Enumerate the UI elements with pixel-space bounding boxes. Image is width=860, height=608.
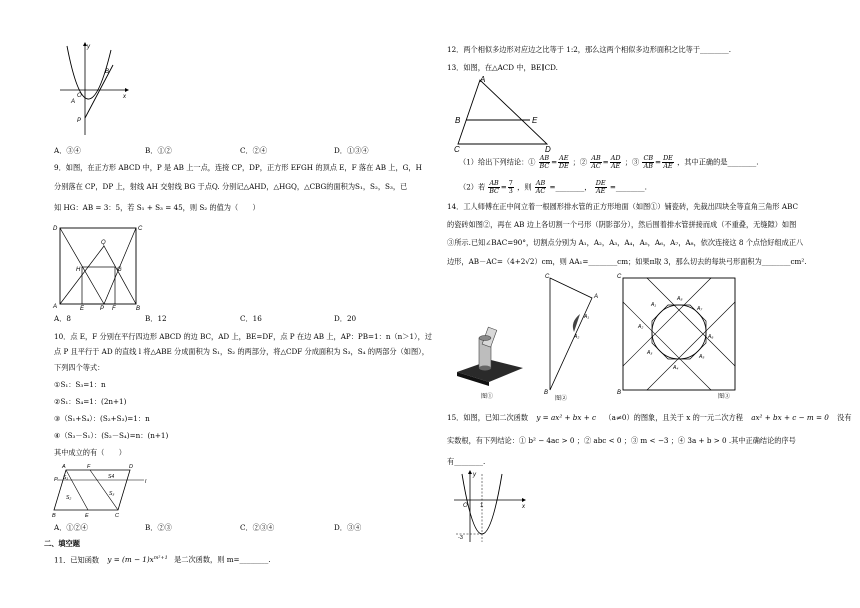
q9-label-h: H: [76, 267, 81, 273]
q13-label-c: C: [454, 145, 460, 154]
q15-label-one: 1: [480, 503, 484, 509]
q10-label-s2: S₂: [66, 495, 72, 501]
frac-num: 7: [508, 179, 513, 187]
frac-num: AE: [559, 154, 569, 162]
q13-fraction-de-ae: [662, 155, 674, 170]
q14-fig2-label-a2: A₂: [574, 334, 580, 340]
q13-sub2-eq: =________，: [549, 182, 592, 192]
q10-label-s1: S₁: [63, 475, 68, 481]
q9-line3: 知 HG：AB = 3：5，若 S₁ + S₃ = 45，则 S₂ 的值为（ ）: [54, 203, 260, 212]
frac-den: AC: [591, 162, 601, 171]
frac-den: AE: [595, 187, 606, 196]
q8-label-x: x: [123, 94, 126, 100]
q15-line1e: 没有: [837, 413, 852, 422]
q9-option-c: C．16: [240, 314, 262, 323]
q13-fraction-ad-ae: [610, 155, 622, 170]
q10-line3: 下列四个等式：: [54, 363, 105, 372]
q10-label-p: P: [54, 477, 58, 483]
q13-fraction-cb-ab: [642, 155, 654, 170]
q8-label-y: y: [87, 44, 90, 50]
q13-sub2-end: =________.: [609, 182, 647, 192]
q8-label-p: P: [77, 118, 82, 124]
frac-den: DE: [558, 162, 569, 171]
frac-num: AB: [591, 154, 601, 162]
q8-label-a: A: [71, 99, 76, 105]
q14-figure2-triangle: [540, 272, 605, 400]
q14-line4: 边形，AB－AC=（4+2√2）cm，则 AA₁=________cm；如果π取 3，那么切去的每块弓形面积为________cm².: [447, 257, 807, 266]
q12-line: 12．两个相似多边形对应边之比等于 1:2，那么这两个相似多边形面积之比等于________.: [447, 45, 732, 54]
q8-option-a: A．③④: [54, 146, 81, 155]
q15-line3: 有________.: [447, 457, 486, 466]
frac-num: AB: [539, 154, 550, 162]
q9-option-b: B．12: [145, 314, 167, 323]
q10-item-1: ①S₁：S₃=1：n: [54, 380, 106, 389]
q10-option-a: A．①②④: [54, 523, 88, 532]
q13-sub2: （2）若 $\frac{AB}{BC}$ = $\frac{7}{3}$ ，则 $\frac{AB}{AC}$ =________， $\frac{DE}{AE}$ =________.: [459, 179, 647, 196]
q13-fraction-ae-de: [558, 155, 569, 170]
frac-num: AD: [610, 154, 621, 162]
q10-label-l: l: [145, 479, 147, 485]
q14-fig2-label-a1: A₁: [584, 314, 589, 320]
q9-label-c: C: [138, 226, 143, 232]
q14-fig3-label-c: C: [617, 274, 622, 280]
q9-line2: 分别落在 CP，DP 上，射线 AH 交射线 BG 于点Q. 分别记△AHD，△HGQ，△CBG的面积为S₁，S₂，S₃，已: [54, 182, 408, 191]
q10-ask: 其中成立的有（ ）: [54, 448, 126, 457]
q11-before: 11．已知函数: [54, 555, 100, 565]
q10-option-c: C．②③④: [240, 523, 275, 532]
q11-exponent: m²+1: [153, 555, 168, 561]
q14-figure3-square: [615, 272, 743, 400]
q15-line1d: ax² + bx + c − m = 0: [751, 413, 829, 422]
frac-den: BC: [489, 187, 499, 196]
q13-fraction-ab-ac: [590, 155, 601, 170]
frac-num: CB: [643, 154, 654, 162]
q15-line1b: y = ax² + bx + c: [536, 413, 597, 422]
q13-sub1: （1）给出下列结论：① $\frac{AB}{BC}$ = $\frac{AE}{DE}$ ；② $\frac{AB}{AC}$ = $\frac{AD}{AE}$ ；③ $\frac{CB}{AB}$ = $\frac{DE}{AE}$ ，其中正确的是________.: [459, 154, 759, 171]
q10-item-2: ②S₁：S₄=1：(2n+1): [54, 397, 127, 406]
q9-option-d: D．20: [334, 314, 357, 323]
section-heading-fill-in: 二、填空题: [44, 539, 80, 548]
q10-line1: 10．点 E，F 分别在平行四边形 ABCD 的边 BC，AD 上，BE=DF，点 P 在边 AB 上，AP：PB=1：n（n＞1），过: [54, 332, 432, 341]
q10-label-s4: S4: [108, 474, 115, 480]
q14-fig3-label-a3: A₃: [647, 350, 653, 356]
q11-formula: y = (m − 1)x: [107, 555, 154, 565]
q10-label-f: F: [87, 464, 91, 470]
q9-label-d: D: [53, 226, 58, 232]
q10-item-3: ③（S₁+S₄）：(S₂+S₃)=1：n: [54, 414, 150, 423]
q13-fraction-7-3: [508, 180, 514, 195]
frac-num: DE: [595, 179, 606, 187]
q10-label-b: B: [52, 513, 56, 519]
q14-fig2-caption: 图②: [555, 396, 568, 402]
q13-sep3: ；③: [624, 157, 640, 167]
q13-sub1-suffix: ，其中正确的是________.: [677, 157, 759, 167]
q10-label-e: E: [85, 513, 89, 519]
q8-parabola-graph: [55, 40, 135, 140]
q15-parabola-graph: [452, 468, 532, 546]
q9-option-a: A．8: [54, 314, 71, 323]
q14-fig3-label-a4: A₄: [673, 365, 679, 371]
q15-label-neg3: -3: [458, 535, 463, 541]
q14-line1: 14．工人师傅在正中间立着一根圆形排水管的正方形地面（如图①）铺瓷砖，先裁出四块全等直角三角形 ABC: [447, 202, 798, 211]
q14-fig3-label-a1: A₁: [651, 302, 656, 308]
frac-den: BC: [539, 162, 550, 171]
frac-den: AE: [610, 162, 621, 171]
q9-label-a: A: [53, 304, 58, 310]
q10-label-c: C: [115, 513, 119, 519]
q10-item-4: ④（S₃－S₁）：(S₂－S₄)=n：(n+1): [54, 431, 169, 440]
q10-label-d: D: [129, 464, 133, 470]
q8-option-d: D．①③④: [334, 146, 369, 155]
q10-line2: 点 P 且平行于 AD 的直线 l 将△ABE 分成面积为 S₁，S₂ 的两部分，将△CDF 分成面积为 S₃，S₄ 的两部分（如图），: [54, 347, 429, 356]
q14-figure1-pipe: [455, 320, 525, 400]
q14-fig2-label-b: B: [544, 390, 549, 396]
frac-den: AC: [535, 187, 546, 196]
q9-label-e: E: [80, 306, 85, 312]
frac-den: 3: [508, 187, 513, 196]
q8-label-b: B: [105, 69, 110, 75]
q14-fig3-label-a7: A₇: [697, 306, 703, 312]
q15-label-o: O: [463, 503, 468, 509]
q14-fig3-label-a8: A₈: [677, 296, 683, 302]
q13-fraction-ab-bc-2: [488, 180, 499, 195]
q9-label-g: G: [117, 267, 122, 273]
frac-num: DE: [663, 154, 673, 162]
q14-fig2-label-c: C: [545, 274, 550, 280]
frac-den: AB: [643, 162, 653, 171]
q10-label-s3: S₃: [109, 491, 115, 497]
q9-label-b: B: [136, 306, 141, 312]
q13-sep2: ；②: [572, 157, 588, 167]
q11-after: 是二次函数，则 m=________.: [174, 555, 271, 565]
q9-line1: 9．如图，在正方形 ABCD 中，P 是 AB 上一点，连接 CP，DP，正方形 EFGH 的顶点 E，F 落在 AB 上，G，H: [54, 163, 422, 172]
q15-line1: [447, 414, 852, 422]
q15-label-x: x: [522, 504, 525, 510]
q11-line: [54, 556, 271, 565]
q13-triangle-figure: [452, 76, 562, 152]
q13-label-e: E: [532, 116, 538, 125]
q13-sub2-prefix: （2）若: [459, 182, 486, 192]
q15-line1c: （a≠0）的图象，且关于 x 的一元二次方程: [604, 413, 743, 422]
q14-fig3-caption: 图③: [718, 394, 731, 400]
q15-label-y: y: [473, 472, 476, 478]
q10-option-b: B．②③: [145, 523, 172, 532]
q13-head: 13．如图，在△ACD 中，BE∥CD.: [447, 63, 558, 72]
q14-line2: 的瓷砖如图②，再在 AB 边上各切割一个弓形（阴影部分），然后围着排水管拼接而成（不重叠，无缝隙）如图: [447, 220, 797, 229]
q14-line3: ③所示.已知∠BAC=90°，切割点分别为 A₁，A₂，A₃，A₄，A₅，A₆，A₇，A₈，依次连接这 8 个点恰好组成正八: [447, 238, 804, 247]
q13-fraction-ab-bc: [539, 155, 550, 170]
q14-fig3-label-a2: A₂: [638, 324, 644, 330]
frac-num: AB: [535, 179, 546, 187]
q9-label-q: Q: [101, 240, 106, 246]
q13-label-b: B: [455, 116, 461, 125]
q13-label-d: D: [545, 145, 551, 154]
q13-fraction-de-ae-2: [595, 180, 607, 195]
q13-sub2-mid: ，则: [517, 182, 532, 192]
frac-den: AE: [663, 162, 673, 171]
q13-sub1-prefix: （1）给出下列结论：①: [459, 157, 536, 167]
q14-fig2-label-a: A: [594, 294, 599, 300]
frac-num: AB: [489, 179, 499, 187]
q8-option-c: C．②④: [240, 146, 268, 155]
q14-fig3-label-a5: A₅: [699, 354, 705, 360]
q8-option-b: B．①②: [145, 146, 172, 155]
q8-label-o: O: [77, 93, 82, 99]
q9-label-p: P: [100, 306, 105, 312]
q10-parallelogram-figure: [52, 462, 152, 518]
q14-fig3-label-b: B: [617, 390, 622, 396]
q9-square-figure: [52, 222, 147, 310]
q9-label-f: F: [112, 306, 116, 312]
q13-fraction-ab-ac-2: [535, 180, 546, 195]
q10-option-d: D．③④: [334, 523, 362, 532]
q13-label-a: A: [480, 75, 486, 84]
q15-line2: 实数根，有下列结论：① b² − 4ac > 0 ；② abc < 0 ；③ m < −3 ；④ 3a + b > 0 .其中正确结论的序号: [447, 436, 796, 445]
q14-fig3-label-a6: A₆: [708, 334, 714, 340]
q15-line1a: 15．如图，已知二次函数: [447, 413, 529, 422]
q10-label-a: A: [62, 464, 66, 470]
q14-fig1-caption: 图①: [481, 394, 494, 400]
